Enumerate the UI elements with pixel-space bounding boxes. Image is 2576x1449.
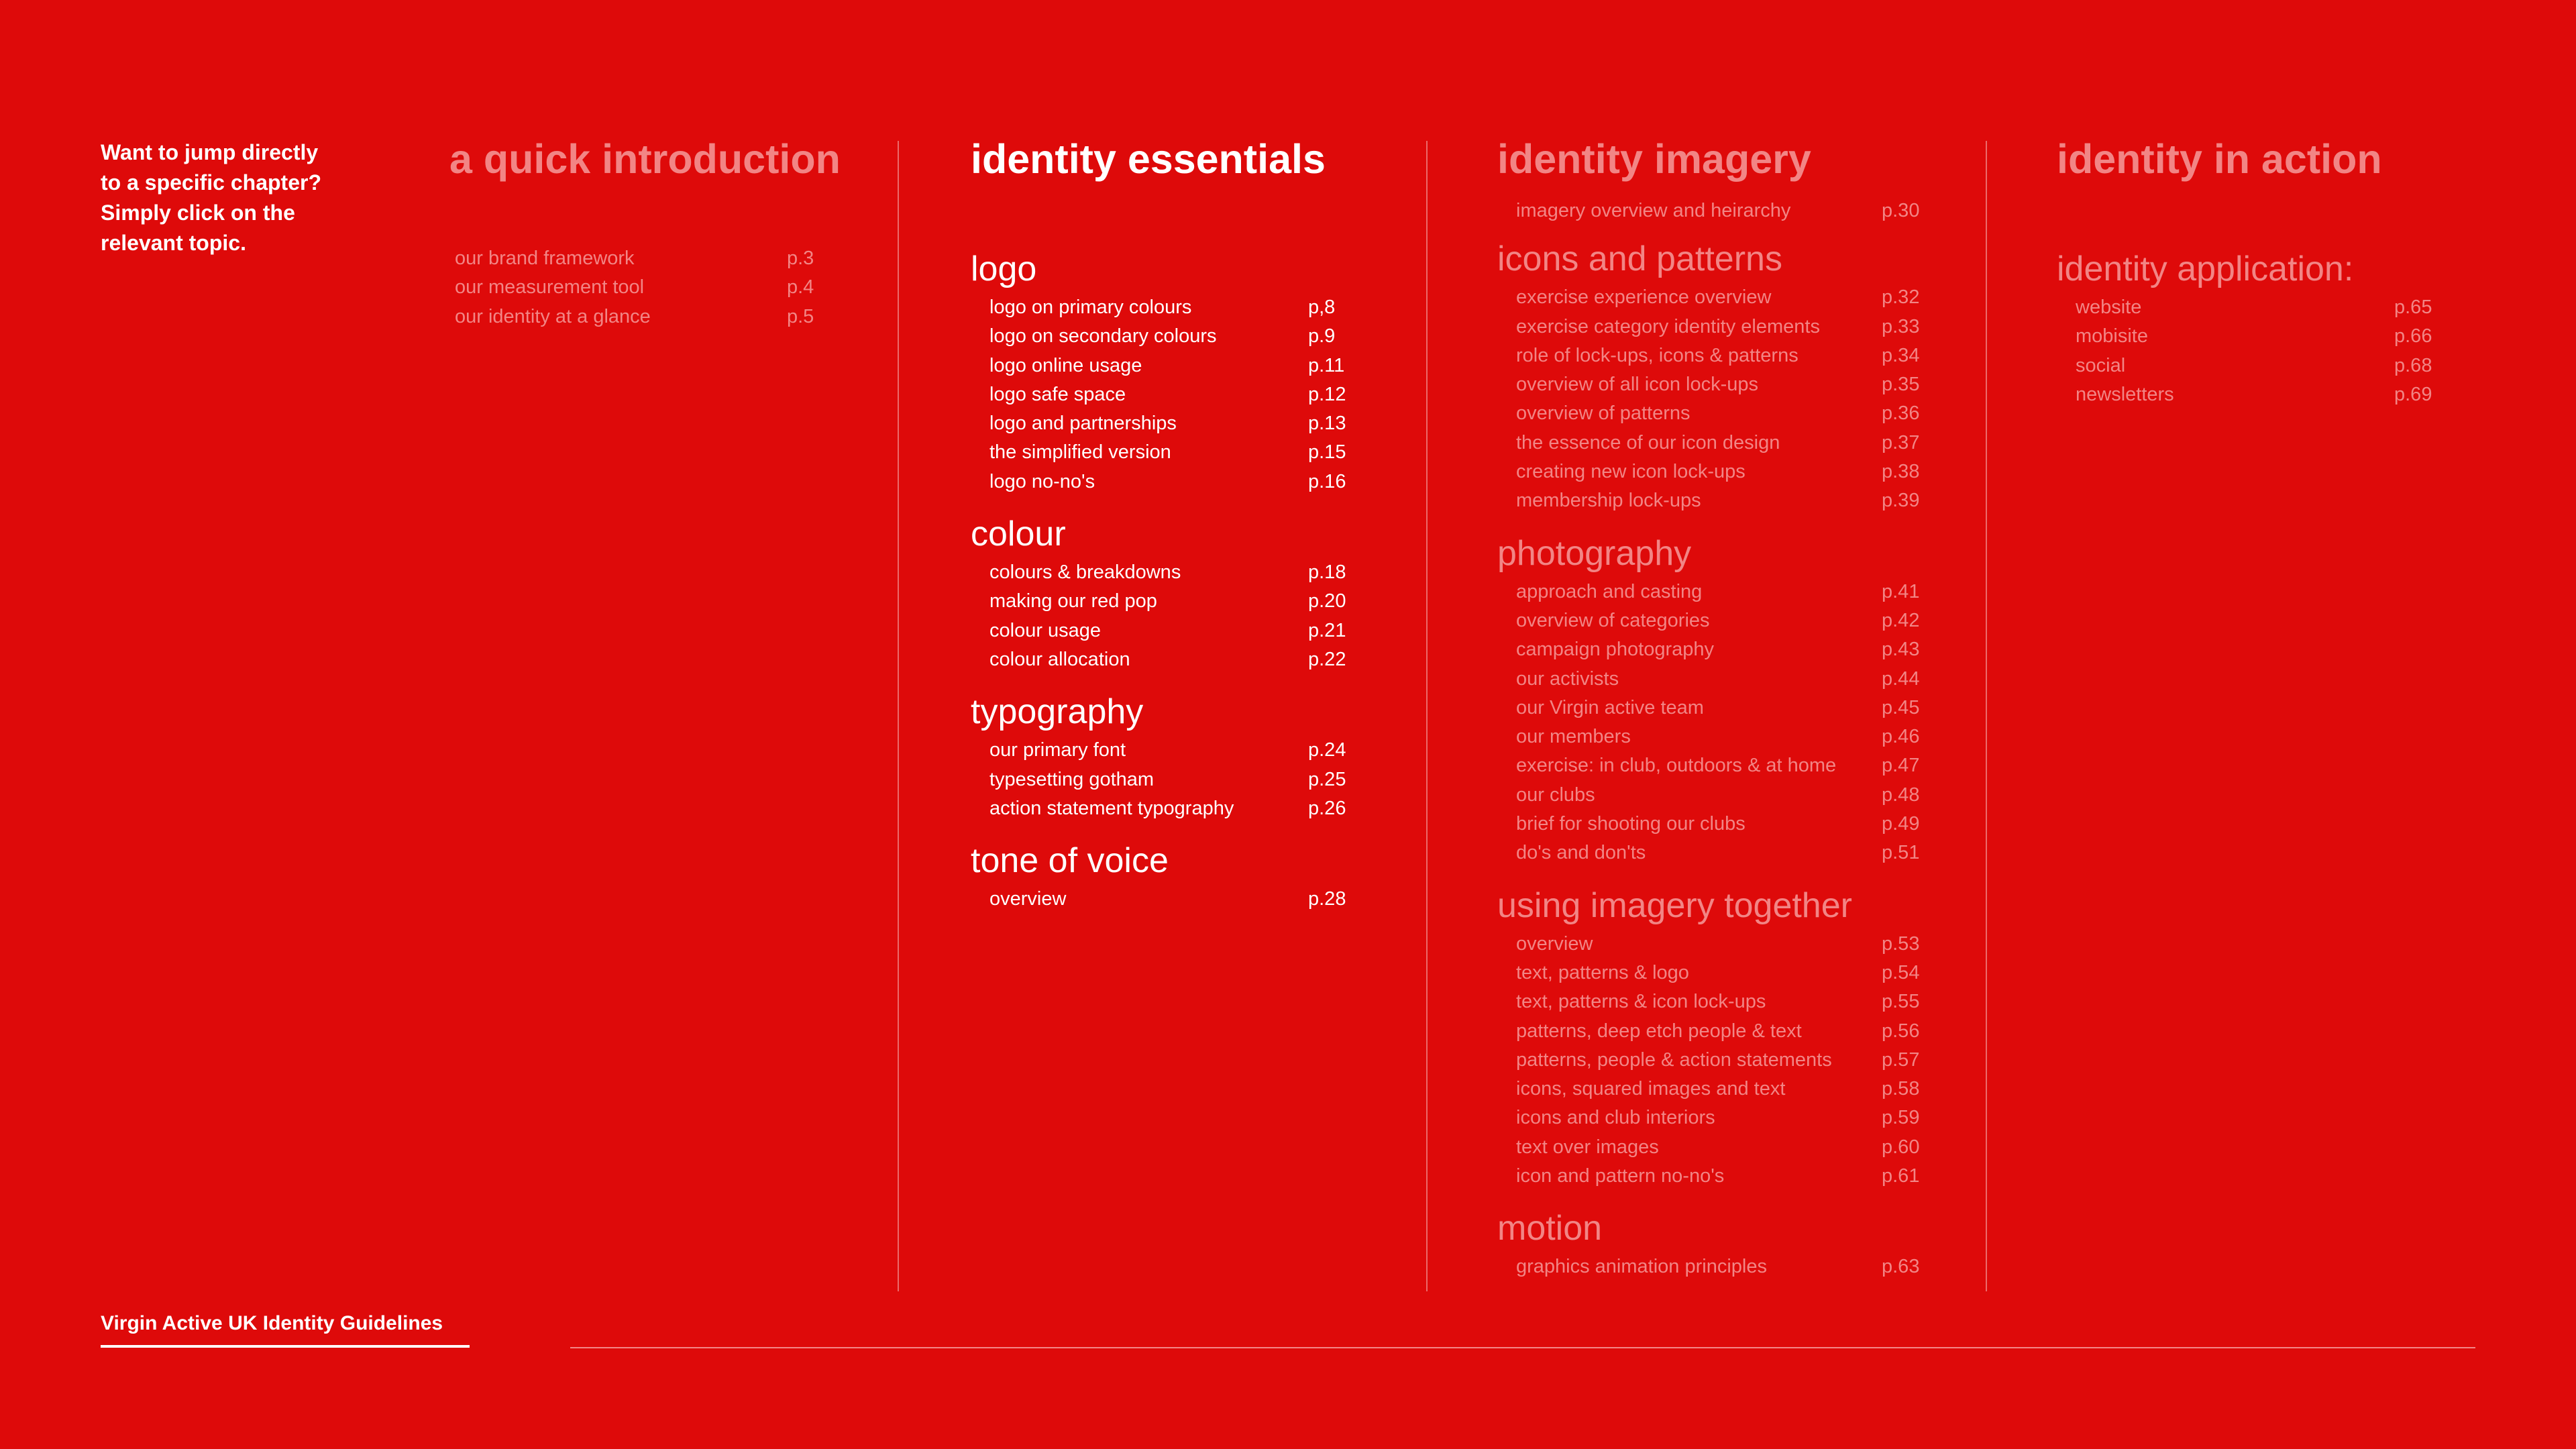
toc-page: p.55: [1882, 991, 1920, 1013]
toc-label: mobisite: [2076, 325, 2148, 347]
toc-label: logo on secondary colours: [989, 325, 1217, 347]
toc-page: p.69: [2394, 383, 2432, 405]
toc-link[interactable]: [1497, 429, 1920, 458]
toc-label: exercise: in club, outdoors & at home: [1516, 755, 1837, 777]
toc-link[interactable]: [2057, 352, 2432, 380]
toc-label: role of lock-ups, icons & patterns: [1516, 344, 1799, 366]
toc-page: p.49: [1882, 813, 1920, 835]
toc-link[interactable]: [1497, 694, 1920, 722]
toc-link[interactable]: [971, 736, 1346, 765]
toc-page: p.45: [1882, 696, 1920, 718]
toc-link[interactable]: [971, 322, 1336, 351]
toc-page: p.58: [1882, 1078, 1920, 1100]
toc-page: p.36: [1882, 402, 1920, 425]
toc-label: the simplified version: [989, 441, 1171, 464]
toc-page: p.24: [1308, 739, 1346, 761]
toc-link[interactable]: [971, 352, 1345, 380]
toc-label: icon and pattern no-no's: [1516, 1165, 1725, 1187]
toc-label: our members: [1516, 726, 1631, 748]
toc-label: colours & breakdowns: [989, 561, 1181, 584]
toc-page: p.57: [1882, 1049, 1920, 1071]
chapter-column-imagery: [1497, 131, 1920, 1282]
toc-link[interactable]: [1497, 341, 1920, 370]
toc-label: overview of patterns: [1516, 402, 1690, 425]
chapter-title-essentials[interactable]: identity essentials: [971, 136, 1326, 182]
section-title-icons-patterns[interactable]: icons and patterns: [1497, 239, 1782, 279]
toc-page: p.13: [1308, 413, 1346, 435]
footer-underline: [101, 1345, 470, 1348]
toc-label: the essence of our icon design: [1516, 431, 1780, 453]
toc-label: text, patterns & logo: [1516, 961, 1689, 983]
column-divider: [1426, 141, 1428, 1291]
toc-page: p.41: [1882, 580, 1920, 602]
toc-link[interactable]: [1497, 197, 1920, 225]
toc-page: p.53: [1882, 932, 1920, 955]
toc-link[interactable]: [449, 303, 841, 331]
toc-link[interactable]: [971, 794, 1346, 823]
toc-link[interactable]: [1497, 458, 1920, 486]
toc-page: p.30: [1882, 200, 1920, 221]
toc-page: p.65: [2394, 297, 2432, 318]
toc-label: logo and partnerships: [989, 413, 1177, 435]
toc-link[interactable]: [971, 380, 1346, 409]
toc-page: p.34: [1882, 344, 1920, 366]
toc-link[interactable]: [1497, 959, 1920, 987]
toc-link[interactable]: [971, 645, 1346, 674]
toc-link[interactable]: [971, 885, 1346, 914]
intro-instructions: [101, 138, 356, 258]
toc-label: overview: [989, 888, 1067, 910]
toc-page: p.12: [1308, 383, 1346, 405]
toc-page: p.16: [1308, 470, 1346, 492]
intro-line: relevant topic.: [101, 231, 246, 255]
toc-label: our Virgin active team: [1516, 696, 1704, 718]
toc-link[interactable]: [1497, 1104, 1920, 1132]
toc-label: membership lock-ups: [1516, 490, 1701, 512]
toc-label: making our red pop: [989, 590, 1157, 612]
toc-page: p.60: [1882, 1136, 1920, 1158]
toc-label: our primary font: [989, 739, 1126, 761]
toc-page: p.22: [1308, 648, 1346, 670]
chapter-title-introduction[interactable]: a quick introduction: [449, 136, 841, 182]
toc-link[interactable]: [1497, 486, 1920, 515]
section-title-colour[interactable]: colour: [971, 515, 1066, 554]
intro-line: to a specific chapter?: [101, 170, 321, 195]
toc-label: exercise category identity elements: [1516, 315, 1820, 337]
toc-link[interactable]: [1497, 930, 1920, 959]
toc-page: p.32: [1882, 286, 1920, 309]
toc-link[interactable]: [971, 438, 1346, 467]
toc-link[interactable]: [971, 765, 1346, 794]
toc-link[interactable]: [1497, 987, 1920, 1016]
toc-label: our measurement tool: [455, 276, 645, 299]
toc-link[interactable]: [1497, 283, 1920, 312]
section-title-tone-of-voice[interactable]: tone of voice: [971, 841, 1169, 881]
toc-label: overview of categories: [1516, 609, 1710, 631]
toc-link[interactable]: [1497, 578, 1920, 606]
toc-link[interactable]: [1497, 1075, 1920, 1104]
toc-page: p.51: [1882, 842, 1920, 864]
toc-label: newsletters: [2076, 383, 2174, 405]
toc-page: p.18: [1308, 561, 1346, 584]
toc-page: p.43: [1882, 639, 1920, 661]
column-divider: [898, 141, 899, 1291]
toc-page: p.47: [1882, 755, 1920, 777]
section-title-typography[interactable]: typography: [971, 692, 1144, 732]
toc-label: brief for shooting our clubs: [1516, 813, 1746, 835]
toc-link[interactable]: [971, 616, 1346, 645]
toc-label: text over images: [1516, 1136, 1659, 1158]
toc-link[interactable]: [1497, 606, 1920, 635]
toc-link[interactable]: [1497, 1162, 1920, 1191]
toc-link[interactable]: [2057, 293, 2432, 322]
toc-label: icons and club interiors: [1516, 1107, 1715, 1129]
toc-page: p.3: [787, 248, 814, 269]
toc-label: text, patterns & icon lock-ups: [1516, 991, 1766, 1013]
toc-label: website: [2076, 297, 2142, 318]
toc-page: p.54: [1882, 961, 1920, 983]
chapter-title-action[interactable]: identity in action: [2057, 136, 2382, 182]
toc-link[interactable]: [449, 273, 841, 302]
chapter-column-essentials: [971, 131, 1346, 914]
toc-link[interactable]: [2057, 322, 2432, 351]
toc-page: p.20: [1308, 590, 1346, 612]
chapter-title-imagery[interactable]: identity imagery: [1497, 136, 1811, 182]
toc-label: logo safe space: [989, 383, 1126, 405]
toc-link[interactable]: [971, 558, 1346, 587]
toc-label: patterns, deep etch people & text: [1516, 1020, 1802, 1042]
column-divider: [1986, 141, 1987, 1291]
toc-label: do's and don'ts: [1516, 842, 1646, 864]
toc-link[interactable]: [1497, 810, 1920, 839]
toc-label: our activists: [1516, 667, 1619, 690]
toc-label: logo no-no's: [989, 470, 1095, 492]
toc-page: p.28: [1308, 888, 1346, 910]
toc-link[interactable]: [1497, 1252, 1920, 1281]
toc-page: p.61: [1882, 1165, 1920, 1187]
toc-label: action statement typography: [989, 797, 1234, 819]
toc-label: our identity at a glance: [455, 305, 651, 327]
document-title: Virgin Active UK Identity Guidelines: [101, 1312, 443, 1334]
toc-label: graphics animation principles: [1516, 1256, 1767, 1278]
toc-link[interactable]: [971, 293, 1336, 322]
toc-page: p.33: [1882, 315, 1920, 337]
chapter-column-action: [2057, 131, 2432, 409]
toc-label: overview: [1516, 932, 1593, 955]
toc-label: campaign photography: [1516, 639, 1715, 661]
toc-page: p,8: [1308, 297, 1336, 318]
toc-page: p.21: [1308, 619, 1346, 641]
toc-link[interactable]: [1497, 399, 1920, 428]
footer-rule: [570, 1347, 2475, 1348]
toc-link[interactable]: [971, 468, 1346, 496]
intro-line: Want to jump directly: [101, 140, 319, 164]
toc-label: imagery overview and heirarchy: [1516, 200, 1791, 221]
toc-link[interactable]: [449, 244, 841, 273]
toc-link[interactable]: [1497, 370, 1920, 399]
toc-label: overview of all icon lock-ups: [1516, 374, 1759, 396]
toc-page: p.42: [1882, 609, 1920, 631]
section-title-photography[interactable]: photography: [1497, 533, 1692, 573]
toc-label: typesetting gotham: [989, 768, 1155, 790]
toc-label: exercise experience overview: [1516, 286, 1772, 309]
section-title-logo[interactable]: logo: [971, 250, 1037, 288]
toc-link[interactable]: [971, 409, 1346, 438]
toc-page: p.48: [1882, 784, 1920, 806]
toc-page: p.37: [1882, 431, 1920, 453]
toc-link[interactable]: [1497, 313, 1920, 341]
toc-link[interactable]: [1497, 635, 1920, 664]
toc-link[interactable]: [1497, 1133, 1920, 1162]
toc-link[interactable]: [971, 587, 1346, 616]
toc-label: icons, squared images and text: [1516, 1078, 1786, 1100]
toc-label: patterns, people & action statements: [1516, 1049, 1832, 1071]
toc-link[interactable]: [1497, 722, 1920, 751]
toc-label: logo on primary colours: [989, 297, 1192, 318]
toc-page: p.26: [1308, 797, 1346, 819]
section-title-using-imagery[interactable]: using imagery together: [1497, 885, 1852, 925]
toc-link[interactable]: [1497, 781, 1920, 810]
toc-link[interactable]: [1497, 1017, 1920, 1046]
toc-label: our brand framework: [455, 248, 635, 269]
chapter-column-introduction: [449, 131, 841, 331]
toc-page: p.59: [1882, 1107, 1920, 1129]
toc-page: p.63: [1882, 1256, 1920, 1278]
toc-page: p.44: [1882, 667, 1920, 690]
toc-label: social: [2076, 354, 2126, 376]
toc-page: p.68: [2394, 354, 2432, 376]
toc-page: p.5: [787, 305, 814, 327]
intro-line: Simply click on the: [101, 201, 295, 225]
toc-page: p.4: [787, 276, 814, 299]
toc-page: p.25: [1308, 768, 1346, 790]
toc-label: logo online usage: [989, 354, 1142, 376]
toc-label: colour allocation: [989, 648, 1130, 670]
toc-page: p.9: [1308, 325, 1336, 347]
toc-label: creating new icon lock-ups: [1516, 461, 1746, 483]
toc-page: p.66: [2394, 325, 2432, 347]
toc-link[interactable]: [1497, 751, 1920, 780]
section-title-motion[interactable]: motion: [1497, 1209, 1603, 1248]
toc-page: p.39: [1882, 490, 1920, 512]
toc-link[interactable]: [2057, 380, 2432, 409]
toc-page: p.46: [1882, 726, 1920, 748]
toc-label: approach and casting: [1516, 580, 1703, 602]
toc-link[interactable]: [1497, 839, 1920, 867]
toc-page: p.11: [1308, 354, 1345, 376]
toc-link[interactable]: [1497, 1046, 1920, 1075]
section-title-application[interactable]: identity application:: [2057, 250, 2354, 288]
toc-label: our clubs: [1516, 784, 1595, 806]
toc-page: p.38: [1882, 461, 1920, 483]
toc-page: p.56: [1882, 1020, 1920, 1042]
toc-link[interactable]: [1497, 665, 1920, 694]
toc-label: colour usage: [989, 619, 1102, 641]
toc-page: p.35: [1882, 374, 1920, 396]
toc-page: p.15: [1308, 441, 1346, 464]
